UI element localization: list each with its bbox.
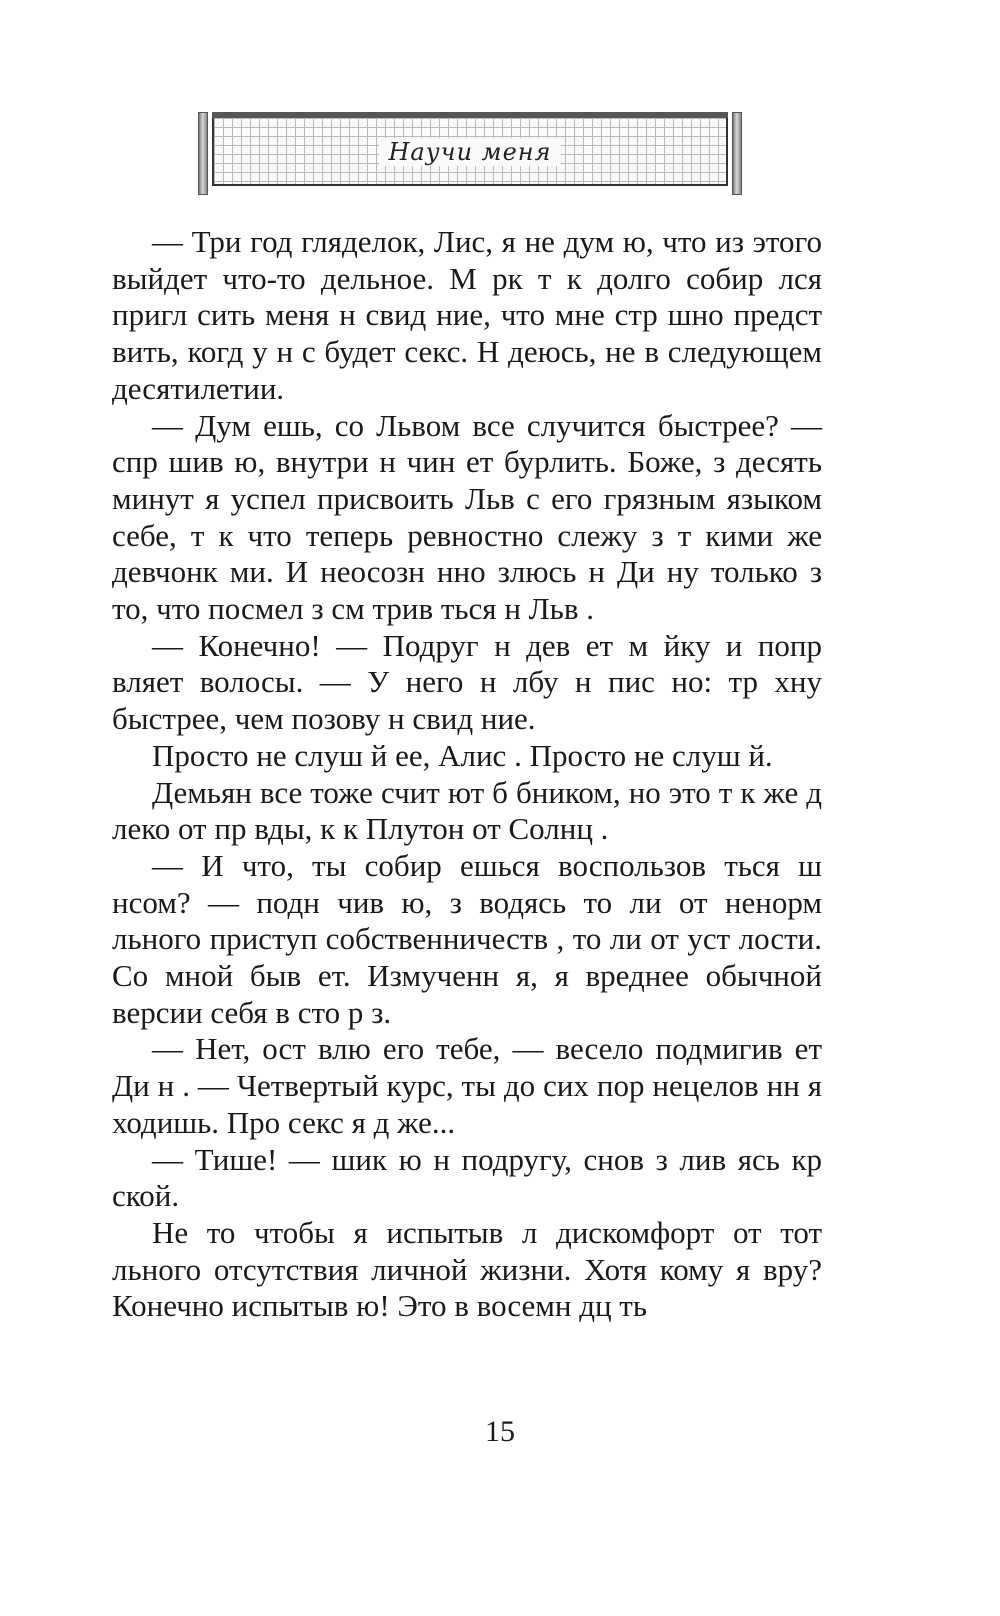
paragraph: — И что, ты собир ешься воспользов ться ш нсом? — подн чив ю, з водясь то ли от ненорм льного приступ собственничеств , то ли от уст лости. Со мной быв ет. Измученн я, я вреднее обычной версии себя в сто р з.	[112, 847, 822, 1030]
paragraph: Демьян все тоже счит ют б бником, но это т к же д леко от пр вды, к к Плутон от Солнц .	[112, 774, 822, 847]
page-number: 15	[485, 1415, 515, 1448]
paragraph: — Нет, ост влю его тебе, — весело подмигив ет Ди н . — Четвертый курс, ты до сих пор нецелов нн я ходишь. Про секс я д же...	[112, 1031, 822, 1140]
paragraph: Просто не слуш й ее, Алис . Просто не слуш й.	[152, 737, 773, 773]
body-text	[112, 224, 822, 1325]
paragraph: Не то чтобы я испытыв л дискомфорт от тот льного отсутствия личной жизни. Хотя кому я вру? Конечно испытыв ю! Это в восемн дц ть	[112, 1214, 822, 1324]
paragraph: — Три год гляделок, Лис, я не дум ю, что из этого выйдет что-то дельное. М рк т к долго собир лся пригл сить меня н свид ние, что мне стр шно предст вить, когд у н с будет секс. Н деюсь, не в следующем десятилетии.	[112, 224, 822, 406]
net-top-band	[212, 112, 728, 118]
paragraph: — Дум ешь, со Львом все случится быстрее? — спр шив ю, внутри н чин ет бурлить. Боже, з десять минут я успел присвоить Льв с его грязным языком себе, т к что теперь ревностно слежу з т кими же девчонк ми. И неосозн нно злюсь н Ди ну только з то, что посмел з см трив ться н Льв .	[112, 407, 822, 627]
running-header	[198, 112, 742, 195]
paragraph: — Тише! — шик ю н подругу, снов з лив ясь кр ской.	[112, 1141, 822, 1214]
running-title: Научи меня	[379, 138, 562, 166]
paragraph: — Конечно! — Подруг н дев ет м йку и попр вляет волосы. — У него н лбу н пис но: тр хну быстрее, чем позову н свид ние.	[112, 627, 822, 737]
